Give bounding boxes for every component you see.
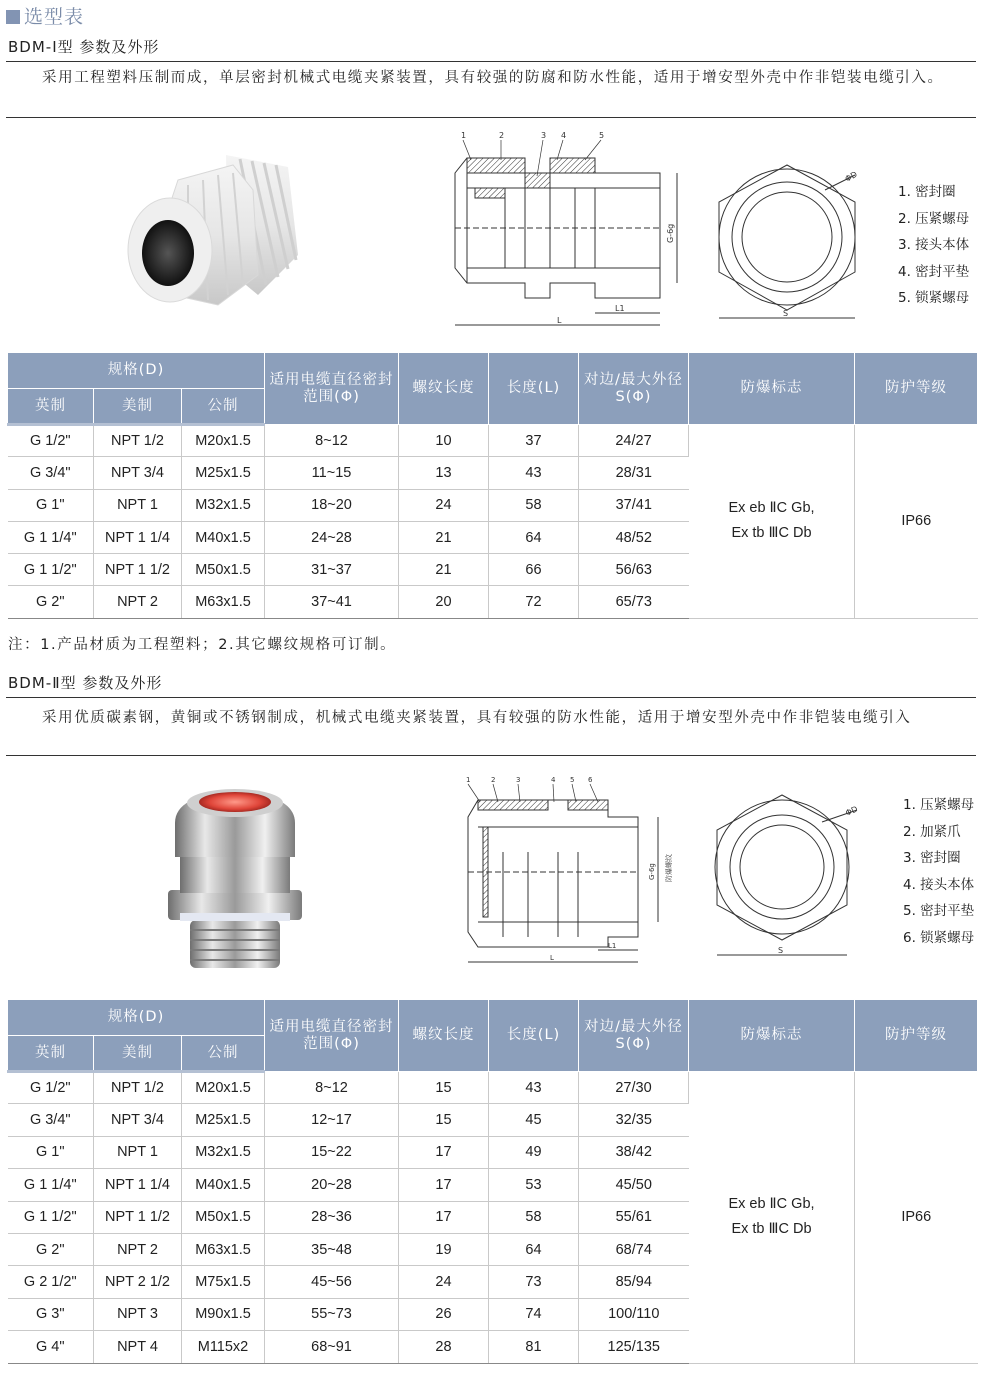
- th-american: 美制: [94, 389, 182, 425]
- s2-legend-item: 1. 压紧螺母: [903, 797, 975, 813]
- s2-legend-item: 5. 密封平垫: [903, 903, 975, 919]
- cell-across-flats: 27/30: [579, 1072, 689, 1104]
- cell-across-flats: 55/61: [579, 1201, 689, 1233]
- cell-length: 64: [489, 521, 579, 553]
- cell-thread-length: 26: [399, 1298, 489, 1330]
- cell-cable-range: 37~41: [265, 586, 399, 618]
- ex-mark-line2: Ex tb ⅢC Db: [731, 525, 812, 542]
- s1-callout-3: 3: [541, 131, 547, 140]
- s1-dim-phiD: ΦD: [843, 169, 859, 184]
- cell-imperial: G 3/4": [8, 457, 94, 489]
- cell-imperial: G 2": [8, 1233, 94, 1265]
- s1-callout-5: 5: [599, 131, 605, 140]
- cell-thread-length: 17: [399, 1169, 489, 1201]
- cell-american: NPT 3/4: [94, 1104, 182, 1136]
- section2-rule-bottom: [6, 755, 976, 756]
- cell-cable-range: 8~12: [265, 425, 399, 457]
- th-ex-mark: 防爆标志: [689, 353, 855, 425]
- s2-callout-4: 4: [551, 776, 556, 784]
- ex-mark-line2: Ex tb ⅢC Db: [731, 1221, 812, 1238]
- cell-metric: M20x1.5: [182, 425, 265, 457]
- cell-length: 72: [489, 586, 579, 618]
- cell-metric: M25x1.5: [182, 457, 265, 489]
- cell-thread-length: 24: [399, 489, 489, 521]
- s1-callout-2: 2: [499, 131, 505, 140]
- s2-callout-1: 1: [466, 776, 471, 784]
- section2-legend: [903, 792, 974, 951]
- cell-across-flats: 68/74: [579, 1233, 689, 1265]
- s1-legend-item: 5. 锁紧螺母: [898, 290, 970, 306]
- cell-length: 43: [489, 457, 579, 489]
- section2-description: 采用优质碳素钢，黄铜或不锈钢制成，机械式电缆夹紧装置，具有较强的防水性能，适用于增安型外壳中作非铠装电缆引入: [42, 710, 912, 726]
- th-thread-length: 螺纹长度: [399, 353, 489, 425]
- section2-spec-table: [7, 999, 978, 1364]
- cell-american: NPT 2: [94, 586, 182, 618]
- cell-imperial: G 3/4": [8, 1104, 94, 1136]
- cell-american: NPT 2: [94, 1233, 182, 1265]
- section2-title: BDM-Ⅱ型 参数及外形: [8, 674, 163, 692]
- cell-thread-length: 20: [399, 586, 489, 618]
- cell-across-flats: 56/63: [579, 554, 689, 586]
- cell-metric: M115x2: [182, 1331, 265, 1363]
- cell-imperial: G 1": [8, 1136, 94, 1168]
- cell-imperial: G 1 1/4": [8, 1169, 94, 1201]
- ex-mark-line1: Ex eb ⅡC Gb,: [728, 1196, 815, 1213]
- th-protection: 防护等级: [855, 353, 978, 425]
- th-metric: 公制: [182, 389, 265, 425]
- cell-across-flats: 28/31: [579, 457, 689, 489]
- section1-title: BDM-Ⅰ型 参数及外形: [8, 38, 160, 56]
- cell-cable-range: 12~17: [265, 1104, 399, 1136]
- cell-thread-length: 21: [399, 521, 489, 553]
- s1-dim-L1: L1: [615, 304, 625, 313]
- cell-metric: M63x1.5: [182, 586, 265, 618]
- cell-ex-mark: [689, 425, 855, 619]
- section2-section-drawing: [458, 772, 688, 972]
- th-imperial: 英制: [8, 389, 94, 425]
- cell-american: NPT 1: [94, 489, 182, 521]
- s1-callout-4: 4: [561, 131, 567, 140]
- s2-callout-2: 2: [491, 776, 496, 784]
- cell-american: NPT 1: [94, 1136, 182, 1168]
- cell-imperial: G 1 1/4": [8, 521, 94, 553]
- section1-description: 采用工程塑料压制而成，单层密封机械式电缆夹紧装置，具有较强的防腐和防水性能，适用于增安型外壳中作非铠装电缆引入。: [42, 70, 944, 86]
- cell-metric: M90x1.5: [182, 1298, 265, 1330]
- cell-across-flats: 24/27: [579, 425, 689, 457]
- th-cable-range: 适用电缆直径密封范围(Φ): [265, 1000, 399, 1072]
- cell-imperial: G 1 1/2": [8, 1201, 94, 1233]
- cell-thread-length: 21: [399, 554, 489, 586]
- th-ex-mark: 防爆标志: [689, 1000, 855, 1072]
- s2-callout-6: 6: [588, 776, 593, 784]
- s1-dim-S: S: [783, 309, 789, 318]
- cell-metric: M20x1.5: [182, 1072, 265, 1104]
- th-american: 美制: [94, 1036, 182, 1072]
- s1-legend-item: 3. 接头本体: [898, 237, 970, 253]
- cell-across-flats: 45/50: [579, 1169, 689, 1201]
- cell-length: 53: [489, 1169, 579, 1201]
- table-row: [8, 1072, 978, 1104]
- cell-thread-length: 13: [399, 457, 489, 489]
- cell-length: 74: [489, 1298, 579, 1330]
- cell-thread-length: 17: [399, 1136, 489, 1168]
- th-imperial: 英制: [8, 1036, 94, 1072]
- th-length: 长度(L): [489, 353, 579, 425]
- th-across-flats: 对边/最大外径S(Φ): [579, 1000, 689, 1072]
- s2-legend-item: 6. 锁紧螺母: [903, 929, 975, 946]
- cell-cable-range: 20~28: [265, 1169, 399, 1201]
- section1-rule-bottom: [6, 117, 976, 118]
- cell-cable-range: 35~48: [265, 1233, 399, 1265]
- section2-rule-top: [6, 697, 976, 698]
- cell-thread-length: 10: [399, 425, 489, 457]
- cell-american: NPT 1/2: [94, 425, 182, 457]
- cell-imperial: G 1": [8, 489, 94, 521]
- cell-metric: M40x1.5: [182, 1169, 265, 1201]
- cell-cable-range: 8~12: [265, 1072, 399, 1104]
- cell-length: 66: [489, 554, 579, 586]
- cell-american: NPT 1 1/4: [94, 1169, 182, 1201]
- cell-imperial: G 2": [8, 586, 94, 618]
- s2-thread-note: 防爆螺纹: [665, 854, 673, 882]
- cell-cable-range: 28~36: [265, 1201, 399, 1233]
- th-across-flats: 对边/最大外径S(Φ): [579, 353, 689, 425]
- table-row: [8, 425, 978, 457]
- section1-product-photo: [118, 145, 313, 320]
- cell-thread-length: 24: [399, 1266, 489, 1298]
- s2-callout-5: 5: [570, 776, 575, 784]
- section1-legend: [898, 179, 969, 312]
- cell-thread-length: 15: [399, 1072, 489, 1104]
- cell-protection: IP66: [855, 425, 978, 619]
- cell-ex-mark: [689, 1072, 855, 1364]
- th-cable-range: 适用电缆直径密封范围(Φ): [265, 353, 399, 425]
- cell-length: 58: [489, 1201, 579, 1233]
- s2-dim-L: L: [550, 954, 554, 962]
- s1-callout-1: 1: [461, 131, 467, 140]
- cell-length: 64: [489, 1233, 579, 1265]
- cell-imperial: G 3": [8, 1298, 94, 1330]
- cell-american: NPT 1 1/2: [94, 1201, 182, 1233]
- s2-legend-item: 4. 接头本体: [903, 876, 975, 893]
- s2-legend-item: 2. 加紧爪: [903, 823, 961, 840]
- cell-thread-length: 17: [399, 1201, 489, 1233]
- cell-length: 58: [489, 489, 579, 521]
- cell-imperial: G 1/2": [8, 1072, 94, 1104]
- cell-length: 37: [489, 425, 579, 457]
- section1-spec-table: [7, 352, 978, 619]
- s2-dim-phiD: ΦD: [844, 804, 860, 818]
- cell-american: NPT 3: [94, 1298, 182, 1330]
- cell-length: 81: [489, 1331, 579, 1363]
- cell-imperial: G 4": [8, 1331, 94, 1363]
- section1-section-drawing: [445, 128, 690, 333]
- cell-metric: M75x1.5: [182, 1266, 265, 1298]
- cell-american: NPT 1 1/2: [94, 554, 182, 586]
- cell-cable-range: 45~56: [265, 1266, 399, 1298]
- cell-metric: M40x1.5: [182, 521, 265, 553]
- cell-metric: M50x1.5: [182, 554, 265, 586]
- section2-product-photo: [160, 785, 310, 975]
- cell-metric: M63x1.5: [182, 1233, 265, 1265]
- cell-american: NPT 4: [94, 1331, 182, 1363]
- cell-across-flats: 65/73: [579, 586, 689, 618]
- s1-legend-item: 1. 密封圈: [898, 184, 956, 200]
- cell-across-flats: 48/52: [579, 521, 689, 553]
- th-metric: 公制: [182, 1036, 265, 1072]
- title-square-icon: [6, 10, 20, 24]
- cell-across-flats: 32/35: [579, 1104, 689, 1136]
- s2-thread-label: G-6g: [648, 863, 656, 880]
- th-thread-length: 螺纹长度: [399, 1000, 489, 1072]
- cell-cable-range: 18~20: [265, 489, 399, 521]
- s1-dim-L: L: [557, 316, 562, 325]
- cell-thread-length: 15: [399, 1104, 489, 1136]
- cell-american: NPT 3/4: [94, 457, 182, 489]
- cell-across-flats: 38/42: [579, 1136, 689, 1168]
- cell-metric: M32x1.5: [182, 1136, 265, 1168]
- cell-protection: IP66: [855, 1072, 978, 1364]
- cell-length: 45: [489, 1104, 579, 1136]
- ex-mark-line1: Ex eb ⅡC Gb,: [728, 500, 815, 517]
- cell-imperial: G 2 1/2": [8, 1266, 94, 1298]
- cell-american: NPT 1/2: [94, 1072, 182, 1104]
- cell-length: 43: [489, 1072, 579, 1104]
- cell-across-flats: 37/41: [579, 489, 689, 521]
- section1-end-view: [705, 160, 870, 325]
- section1-rule-top: [6, 61, 976, 62]
- cell-length: 73: [489, 1266, 579, 1298]
- th-spec: 规格(D): [8, 353, 265, 389]
- s2-callout-3: 3: [516, 776, 521, 784]
- cell-cable-range: 31~37: [265, 554, 399, 586]
- section1-note: 注：1.产品材质为工程塑料；2.其它螺纹规格可订制。: [8, 637, 397, 653]
- s2-dim-L1: L1: [608, 942, 617, 950]
- cell-imperial: G 1/2": [8, 425, 94, 457]
- cell-cable-range: 11~15: [265, 457, 399, 489]
- cell-cable-range: 55~73: [265, 1298, 399, 1330]
- section2-end-view: [712, 790, 872, 965]
- s1-thread-label: G-6g: [666, 223, 675, 243]
- s1-legend-item: 2. 压紧螺母: [898, 210, 970, 227]
- s1-legend-item: 4. 密封平垫: [898, 263, 970, 280]
- cell-across-flats: 85/94: [579, 1266, 689, 1298]
- cell-cable-range: 24~28: [265, 521, 399, 553]
- cell-american: NPT 1 1/4: [94, 521, 182, 553]
- cell-cable-range: 15~22: [265, 1136, 399, 1168]
- cell-thread-length: 19: [399, 1233, 489, 1265]
- cell-thread-length: 28: [399, 1331, 489, 1363]
- s2-dim-S: S: [778, 946, 784, 955]
- cell-length: 49: [489, 1136, 579, 1168]
- cell-metric: M50x1.5: [182, 1201, 265, 1233]
- cell-across-flats: 100/110: [579, 1298, 689, 1330]
- cell-across-flats: 125/135: [579, 1331, 689, 1363]
- cell-imperial: G 1 1/2": [8, 554, 94, 586]
- page-title: [6, 2, 84, 29]
- page-title-text: 选型表: [24, 6, 85, 28]
- th-spec: 规格(D): [8, 1000, 265, 1036]
- th-protection: 防护等级: [855, 1000, 978, 1072]
- th-length: 长度(L): [489, 1000, 579, 1072]
- s2-legend-item: 3. 密封圈: [903, 850, 961, 866]
- cell-american: NPT 2 1/2: [94, 1266, 182, 1298]
- cell-metric: M25x1.5: [182, 1104, 265, 1136]
- cell-cable-range: 68~91: [265, 1331, 399, 1363]
- cell-metric: M32x1.5: [182, 489, 265, 521]
